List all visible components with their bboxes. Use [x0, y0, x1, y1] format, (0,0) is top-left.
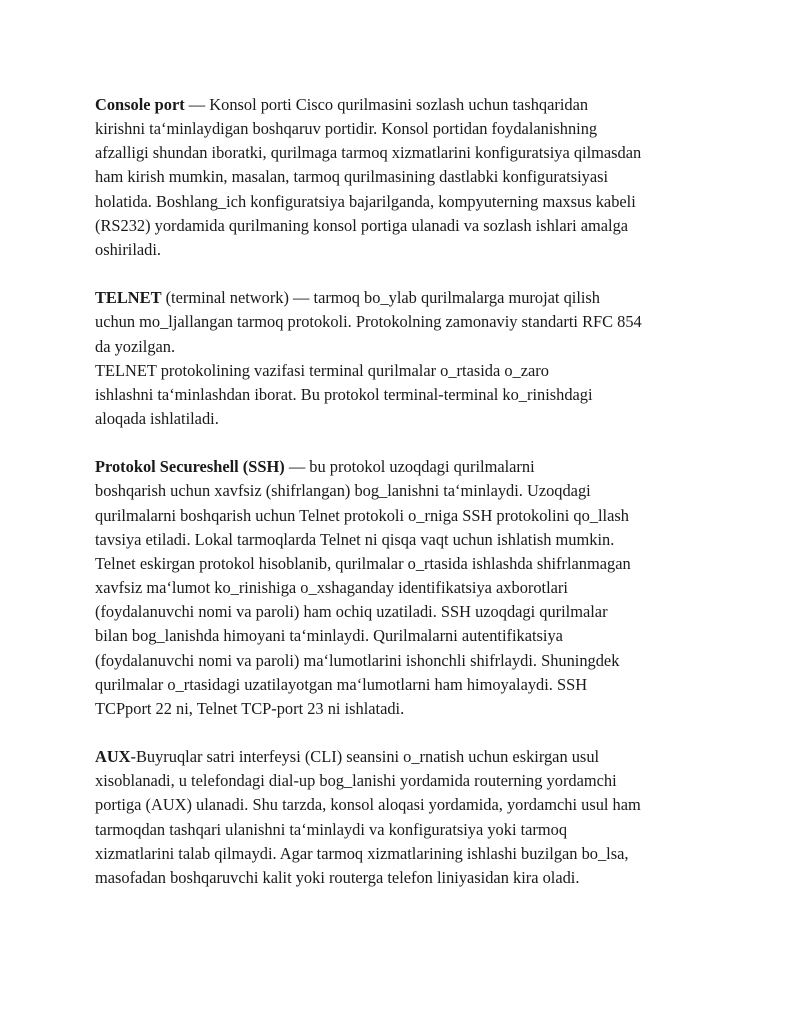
term-telnet: TELNET — [95, 288, 162, 308]
text-line: xavfsiz ma‘lumot ko_rinishiga o_xshaganday identifikatsiya axborotlari — [95, 578, 568, 598]
text-line: holatida. Boshlang_ich konfiguratsiya bajarilganda, kompyuterning maxsus kabeli — [95, 191, 636, 211]
text-line — [95, 93, 720, 117]
section-telnet — [95, 286, 720, 431]
text-line: afzalligi shundan iboratki, qurilmaga tarmoq xizmatlarini konfiguratsiya qilmasdan — [95, 143, 642, 163]
text-line: boshqarish uchun xavfsiz (shifrlangan) bog_lanishni ta‘minlaydi. Uzoqdagi — [95, 481, 591, 501]
text-line: uchun mo_ljallangan tarmoq protokoli. Protokolning zamonaviy standarti RFC 854 — [95, 312, 642, 332]
text-line: bilan bog_lanishda himoyani ta‘minlaydi. Qurilmalarni autentifikatsiya — [95, 626, 563, 646]
line-text: (terminal network) — tarmoq bo_ylab qurilmalarga murojat qilish — [161, 288, 600, 308]
text-line: tavsiya etiladi. Lokal tarmoqlarda Telnet ni qisqa vaqt uchun ishlatish mumkin. — [95, 529, 615, 549]
term-aux: AUX — [95, 747, 131, 767]
section-aux — [95, 745, 720, 890]
text-line: da yozilgan. — [95, 336, 176, 356]
text-line: (RS232) yordamida qurilmaning konsol portiga ulanadi va sozlash ishlari amalga — [95, 215, 629, 235]
text-line: aloqada ishlatiladi. — [95, 409, 219, 429]
document-page — [95, 93, 720, 914]
text-line: xisoblanadi, u telefondagi dial-up bog_lanishi yordamida routerning yordamchi — [95, 771, 617, 791]
text-line: qurilmalarni boshqarish uchun Telnet protokoli o_rniga SSH protokolini qo_llash — [95, 505, 629, 525]
text-line: xizmatlarini talab qilmaydi. Agar tarmoq xizmatlarining ishlashi buzilgan bo_lsa, — [95, 843, 629, 863]
line-text: — Konsol porti Cisco qurilmasini sozlash uchun tashqaridan — [184, 95, 589, 114]
text-line: tarmoqdan tashqari ulanishni ta‘minlaydi va konfiguratsiya yoki tarmoq — [95, 819, 568, 839]
text-line — [95, 745, 720, 769]
text-line: kirishni ta‘minlaydigan boshqaruv portidir. Konsol portidan foydalanishning — [95, 119, 598, 139]
text-line: portiga (AUX) ulanadi. Shu tarzda, konsol aloqasi yordamida, yordamchi usul ham — [95, 795, 641, 815]
text-line: qurilmalar o_rtasidagi uzatilayotgan ma‘lumotlarni ham himoyalaydi. SSH — [95, 674, 588, 694]
text-line: ishlashni ta‘minlashdan iborat. Bu protokol terminal-terminal ko_rinishdagi — [95, 384, 593, 404]
section-ssh — [95, 455, 720, 721]
line-text: — bu protokol uzoqdagi qurilmalarni — [284, 457, 535, 477]
text-line: Telnet eskirgan protokol hisoblanib, qurilmalar o_rtasida ishlashda shifrlanmagan — [95, 553, 631, 573]
line-text: -Buyruqlar satri interfeysi (CLI) seansini o_rnatish uchun eskirgan usul — [130, 747, 600, 767]
text-line: ham kirish mumkin, masalan, tarmoq qurilmasining dastlabki konfiguratsiyasi — [95, 167, 609, 187]
text-line — [95, 286, 720, 310]
text-line — [95, 455, 720, 479]
text-line: (foydalanuvchi nomi va paroli) ham ochiq uzatiladi. SSH uzoqdagi qurilmalar — [95, 602, 608, 622]
text-line: masofadan boshqaruvchi kalit yoki routerga telefon liniyasidan kira oladi. — [95, 867, 580, 887]
text-line: (foydalanuvchi nomi va paroli) ma‘lumotlarini ishonchli shifrlaydi. Shuningdek — [95, 650, 620, 670]
text-line: oshiriladi. — [95, 239, 162, 259]
term-console-port: Console port — [95, 95, 185, 114]
section-console-port — [95, 93, 720, 262]
text-line: TELNET protokolining vazifasi terminal qurilmalar o_rtasida o_zaro — [95, 360, 549, 380]
term-ssh: Protokol Secureshell (SSH) — [95, 457, 285, 477]
text-line: TCPport 22 ni, Telnet TCP-port 23 ni ishlatadi. — [95, 698, 405, 718]
